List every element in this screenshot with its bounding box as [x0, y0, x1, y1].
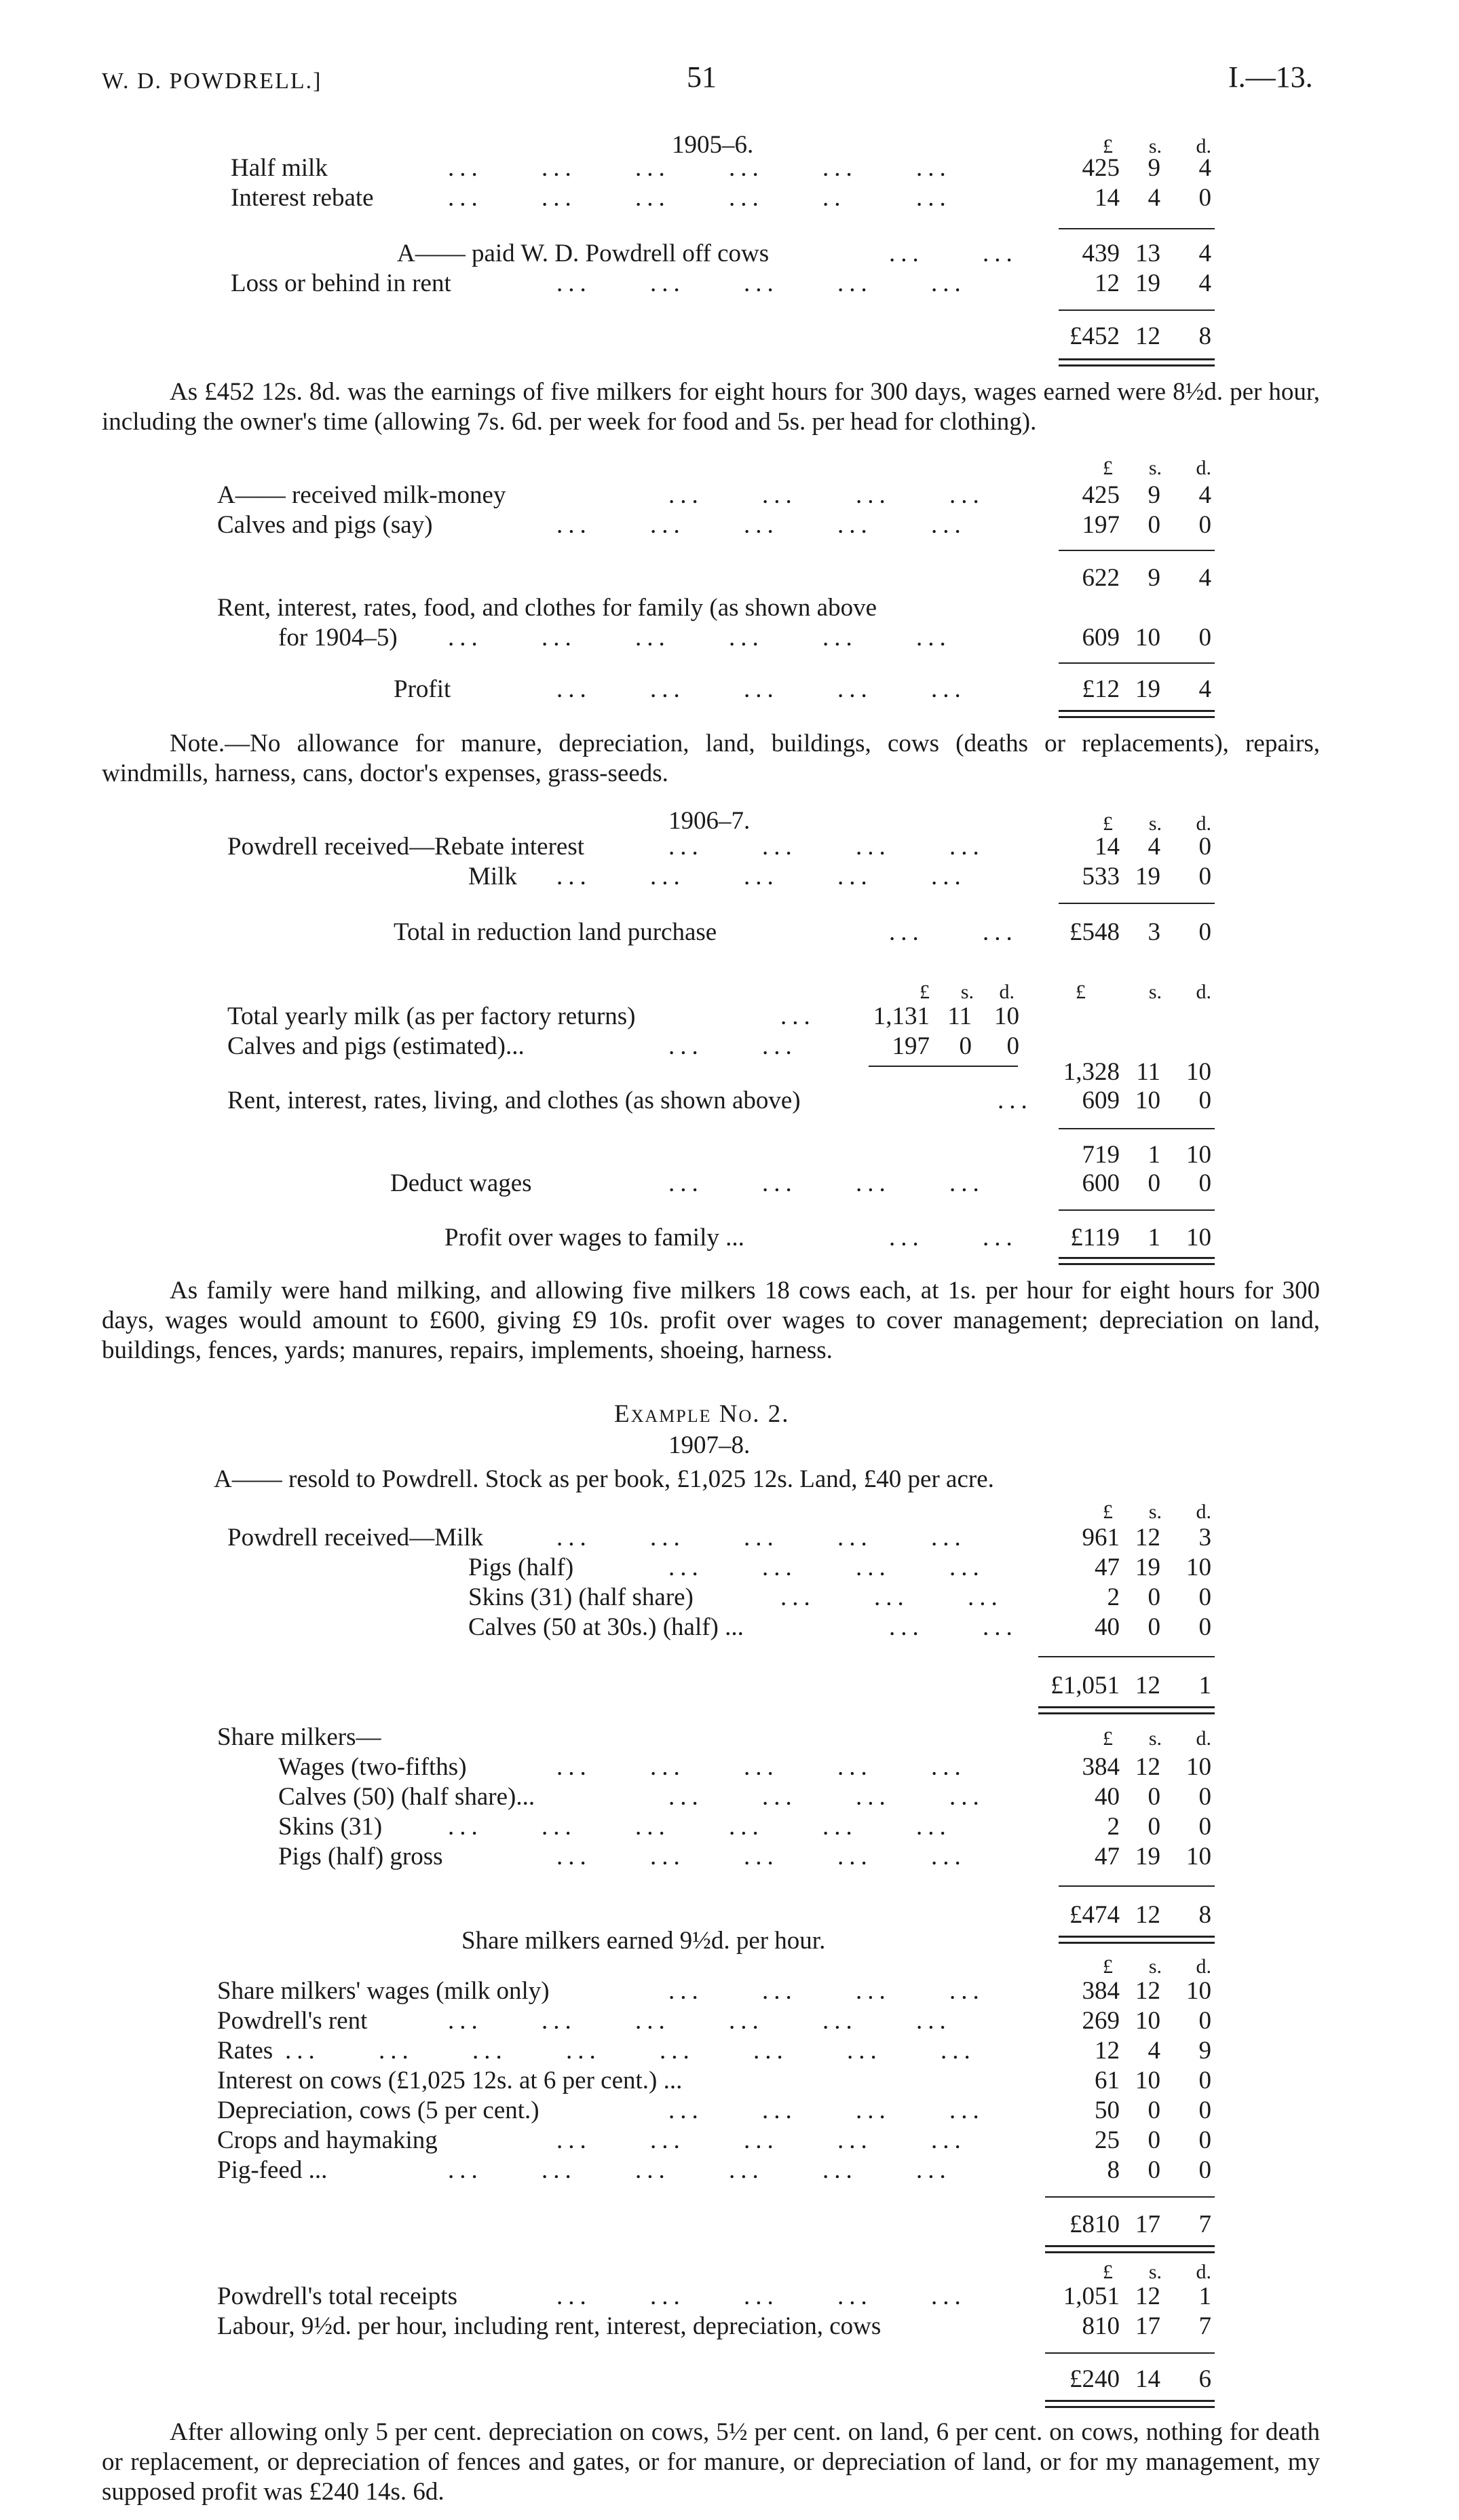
amount-pence: 9 — [1198, 2037, 1211, 2065]
col-pounds: £ — [1103, 2261, 1113, 2283]
col-shillings: s. — [1148, 135, 1162, 157]
sum-rule — [1059, 903, 1215, 904]
total-pence: 8 — [1198, 322, 1211, 350]
amount-pence: 0 — [1198, 624, 1211, 652]
col-pounds: £ — [1103, 1727, 1113, 1750]
sum-rule — [1038, 1656, 1215, 1657]
amount-pence: 0 — [1198, 2007, 1211, 2035]
row-label: Crops and haymaking — [217, 2126, 438, 2154]
row-label: Calves and pigs (say) — [217, 511, 433, 539]
col-shillings: s. — [1148, 1501, 1162, 1523]
amount-pounds: 1,131 — [873, 1002, 930, 1030]
row-label: Powdrell received—Milk — [227, 1524, 484, 1552]
total-pence: 8 — [1198, 1901, 1211, 1929]
amount-pence: 0 — [1198, 1087, 1211, 1114]
amount-shillings: 4 — [1148, 2037, 1160, 2065]
amount-shillings: 0 — [1148, 2156, 1160, 2184]
amount-pounds: 425 — [1082, 154, 1120, 182]
amount-pounds: 439 — [1082, 240, 1120, 267]
total-shillings: 12 — [1135, 1901, 1160, 1929]
amount-shillings: 9 — [1148, 481, 1160, 509]
total-pounds: £240 — [1069, 2365, 1120, 2393]
total-shillings: 19 — [1135, 675, 1160, 703]
amount-shillings: 12 — [1135, 1524, 1160, 1552]
total-pounds: £1,051 — [1050, 1672, 1120, 1699]
total-shillings: 17 — [1135, 2211, 1160, 2238]
amount-pounds: 719 — [1082, 1141, 1120, 1169]
amount-pence: 4 — [1198, 564, 1211, 592]
share-milkers-earned: Share milkers earned 9½d. per hour. — [461, 1927, 826, 1955]
page-number: 51 — [687, 60, 717, 94]
note-paragraph: Note.—No allowance for manure, depreciation, land, buildings, cows (deaths or replacements), repairs, windmills, harness, cans, doctor's expenses, grass-seeds. — [102, 730, 1320, 787]
amount-pence: 0 — [1198, 2126, 1211, 2154]
section-title-1906: 1906–7. — [668, 807, 751, 835]
amount-pence: 0 — [1198, 2156, 1211, 2184]
row-label: Half milk — [231, 154, 328, 182]
amount-pounds: 40 — [1095, 1783, 1120, 1811]
inner-col-pence: d. — [999, 981, 1015, 1003]
amount-shillings: 19 — [1135, 863, 1160, 890]
amount-pence: 0 — [1006, 1032, 1019, 1060]
row-label: Calves (50 at 30s.) (half) ... — [468, 1613, 744, 1641]
share-milkers-heading: Share milkers— — [217, 1723, 381, 1751]
col-pence: d. — [1196, 1727, 1211, 1750]
amount-pounds: 12 — [1095, 2037, 1120, 2065]
document-page: W. D. POWDRELL.] 51 I.—13. 1905–6. £ s. d. Half milk ... ... ... ... ... ... 425 9 4 Interest rebate ... ... ... ... .. ... 14 4 0 A—— paid W. D. Powdrell off cows ... ... 439 13 4 Loss or behind in rent ... ... ... ... ... 12 19 4 £452 12 8 As £452 12s. 8d. was the earnings of five milkers for eight hours for 300 days, wages earned were 8½d. per hour, including the owner's time (allowing 7s. 6d. per week for food and 5s. per head for clothing). £ s. d. A—— received milk-money ... ... ... ... 425 9 4 Calves and pigs (say) ... ... ... ... ... 197 0 0 622 9 4 Rent, interest, rates, food, and clothes for family (as shown above for 1904–5) ... ... ... ... ... ... 609 10 0 Profit ... ... ... ... ... £12 19 4 Note.—No allowance for manure, depreciation, land, buildings, cows (deaths or replacements), repairs, windmills, harness, cans, doctor's expenses, grass-seeds. 1906–7. £ s. d. Powdrell received—Rebate interest ... ... ... ... 14 4 0 Milk ... ... ... ... ... 533 19 0 Total in reduction land purchase ... ... £548 3 0 £ s. d. £ s. d. Total yearly milk (as per factory returns) ... 1,131 11 10 Calves and pigs (estimated)... ... ... 197 0 0 1,328 11 10 Rent, interest, rates, living, and clothes (as shown above) ... 609 10 0 719 1 10 Deduct wages ... ... ... ... 600 0 0 Profit over wages to family ... ... ... £119 1 10 As family were hand milking, and allowing five milkers 18 cows each, at 1s. per hour for eight hours for 300 days, wages would amount to £600, giving £9 10s. profit over wages to cover management; depreciation on land, buildings, fences, yards; manures, repairs, implements, shoeing, harness. Example No. 2. 1907–8. A—— resold to Powdrell. Stock as per book, £1,025 12s. Land, £40 per acre. £ s. d. Powdrell received—Milk ... ... ... ... ... 961 12 3 Pigs (half) ... ... ... ... 47 19 10 Skins (31) (half share) ... ... ... 2 0 0 Calves (50 at 30s.) (half) ... ... ... 40 0 0 £1,051 12 1 Share milkers— £ s. d. Wages (two-fifths) ... ... ... ... ... 384 12 10 Calves (50) (half share)... ... ... ... ... 40 0 0 Skins (31) ... ... ... ... ... ... 2 0 0 Pigs (half) gross ... ... ... ... ... 47 19 10 £474 12 8 Share milkers earned 9½d. per hour. £ s. d. Share milkers' wages (milk only) ... ... ... ... 384 12 10 Powdrell's rent ... ... ... ... ... ... 269 10 0 Rates ... ... ... ... ... ... ... ... 12 4 9 Interest on cows (£1,025 12s. at 6 per cent.) ... 61 10 0 Depreciation, cows (5 per cent.) ... ... ... ... 50 0 0 Crops and haymaking ... ... ... ... ... 25 0 0 Pig-feed ... ... ... ... ... ... ... 8 0 0 £810 17 7 £ s. d. Powdrell's total receipts ... ... ... ... ... 1,051 12 1 Labour, 9½d. per hour, including rent, interest, depreciation, cows 810 17 7 £240 14 6 After allowing only 5 per cent. depreciation on cows, 5½ per cent. on land, 6 per cent. on cows, nothing for death or replacement, or depreciation of fences and gates, or for manure, or depreciation of land, or for my management, my supposed profit was £240 14s. 6d. — [102, 60, 1320, 2506]
amount-pounds: 61 — [1095, 2067, 1120, 2094]
double-rule — [1059, 358, 1215, 366]
amount-pounds: 47 — [1095, 1554, 1120, 1581]
col-shillings: s. — [1148, 812, 1162, 835]
outer-col-shillings: s. — [1148, 981, 1162, 1003]
amount-shillings: 12 — [1135, 1977, 1160, 2005]
total-pounds: £452 — [1069, 322, 1120, 350]
amount-pence: 0 — [1198, 1169, 1211, 1197]
amount-shillings: 0 — [1148, 2126, 1160, 2154]
row-label: Pigs (half) — [468, 1554, 574, 1581]
amount-pence: 0 — [1198, 833, 1211, 861]
total-shillings: 12 — [1135, 322, 1160, 350]
sum-rule — [1045, 2352, 1215, 2354]
col-pounds: £ — [1103, 1955, 1113, 1978]
amount-pounds: 622 — [1082, 564, 1120, 592]
amount-shillings: 19 — [1135, 1554, 1160, 1581]
amount-shillings: 10 — [1135, 624, 1160, 652]
section-title-1905: 1905–6. — [672, 131, 754, 159]
amount-shillings: 10 — [1135, 2067, 1160, 2094]
amount-shillings: 9 — [1148, 564, 1160, 592]
amount-pence: 4 — [1198, 154, 1211, 182]
total-shillings: 3 — [1148, 918, 1160, 946]
amount-shillings: 0 — [1148, 511, 1160, 539]
amount-pounds: 533 — [1082, 863, 1120, 890]
amount-pence: 0 — [1198, 2096, 1211, 2124]
example-title: Example No. 2. — [614, 1400, 790, 1428]
row-label: Pig-feed ... — [217, 2156, 328, 2184]
amount-pence: 10 — [1186, 1753, 1211, 1781]
col-pence: d. — [1196, 1501, 1211, 1523]
sum-rule — [869, 1066, 1018, 1067]
row-label: Total yearly milk (as per factory returns) — [227, 1002, 636, 1030]
amount-pence: 0 — [1198, 184, 1211, 212]
amount-shillings: 12 — [1135, 1753, 1160, 1781]
amount-pence: 1 — [1198, 2282, 1211, 2310]
amount-pounds: 47 — [1095, 1843, 1120, 1870]
col-shillings: s. — [1148, 1955, 1162, 1978]
amount-pounds: 2 — [1107, 1583, 1120, 1611]
amount-pence: 4 — [1198, 481, 1211, 509]
row-label: Powdrell's total receipts — [217, 2282, 457, 2310]
amount-shillings: 9 — [1148, 154, 1160, 182]
col-pence: d. — [1196, 135, 1211, 157]
col-shillings: s. — [1148, 457, 1162, 479]
row-label: Loss or behind in rent — [231, 269, 451, 297]
paragraph-hand-milking: As family were hand milking, and allowing five milkers 18 cows each, at 1s. per hour for eight hours for 300 days, wages would amount to £600, giving £9 10s. profit over wages to cover management; depreciation on land, buildings, fences, yards; manures, repairs, implements, shoeing, harness. — [102, 1277, 1320, 1364]
row-label: Share milkers' wages (milk only) — [217, 1977, 550, 2005]
sum-rule — [1059, 1885, 1215, 1887]
row-label: Profit — [394, 675, 451, 703]
amount-pounds: 384 — [1082, 1977, 1120, 2005]
amount-pence: 10 — [1186, 1554, 1211, 1581]
total-pence: 6 — [1198, 2365, 1211, 2393]
amount-pounds: 14 — [1095, 833, 1120, 861]
col-pence: d. — [1196, 2261, 1211, 2283]
total-shillings: 12 — [1135, 1672, 1160, 1699]
amount-pence: 0 — [1198, 1613, 1211, 1641]
amount-pence: 0 — [1198, 1813, 1211, 1841]
example-year: 1907–8. — [668, 1431, 751, 1459]
amount-pence: 10 — [1186, 1977, 1211, 2005]
amount-pence: 10 — [1186, 1058, 1211, 1086]
amount-shillings: 10 — [1135, 2007, 1160, 2035]
row-label: Rates — [217, 2037, 273, 2065]
col-pence: d. — [1196, 812, 1211, 835]
amount-pence: 0 — [1198, 511, 1211, 539]
amount-pounds: 197 — [892, 1032, 930, 1060]
total-pounds: £548 — [1069, 918, 1120, 946]
row-label: Interest rebate — [231, 184, 374, 212]
amount-pence: 4 — [1198, 240, 1211, 267]
double-rule — [1045, 2400, 1215, 2408]
amount-pounds: 2 — [1107, 1813, 1120, 1841]
amount-shillings: 10 — [1135, 1087, 1160, 1114]
amount-shillings: 1 — [1148, 1141, 1160, 1169]
amount-shillings: 0 — [1148, 1169, 1160, 1197]
sum-rule — [1059, 1128, 1215, 1129]
author-header: W. D. POWDRELL.] — [102, 69, 322, 94]
row-label: Skins (31) — [278, 1813, 383, 1841]
inner-col-shillings: s. — [960, 981, 974, 1003]
amount-shillings: 13 — [1135, 240, 1160, 267]
total-pounds: £474 — [1069, 1901, 1120, 1929]
row-label: Total in reduction land purchase — [394, 918, 717, 946]
sum-rule — [1059, 1209, 1215, 1211]
amount-pounds: 1,328 — [1063, 1058, 1120, 1086]
amount-shillings: 4 — [1148, 833, 1160, 861]
row-label: Profit over wages to family ... — [444, 1224, 744, 1252]
total-pounds: £12 — [1082, 675, 1120, 703]
total-pounds: £119 — [1070, 1224, 1120, 1252]
col-pounds: £ — [1103, 457, 1113, 479]
amount-shillings: 17 — [1135, 2312, 1160, 2340]
total-pence: 7 — [1198, 2211, 1211, 2238]
outer-col-pence: d. — [1196, 981, 1211, 1003]
paragraph-wages: As £452 12s. 8d. was the earnings of five milkers for eight hours for 300 days, wages earned were 8½d. per hour, including the owner's time (allowing 7s. 6d. per week for food and 5s. per head for clothing). — [102, 378, 1320, 436]
total-pence: 0 — [1198, 918, 1211, 946]
amount-pounds: 425 — [1082, 481, 1120, 509]
double-rule — [1045, 2245, 1215, 2253]
row-label: A—— paid W. D. Powdrell off cows — [397, 240, 770, 267]
col-shillings: s. — [1148, 2261, 1162, 2283]
amount-pounds: 1,051 — [1063, 2282, 1120, 2310]
row-label: Pigs (half) gross — [278, 1843, 443, 1870]
amount-pounds: 384 — [1082, 1753, 1120, 1781]
amount-shillings: 0 — [1148, 1813, 1160, 1841]
amount-pounds: 810 — [1082, 2312, 1120, 2340]
sum-rule — [1045, 2196, 1215, 2198]
amount-pence: 10 — [1186, 1141, 1211, 1169]
amount-shillings: 0 — [1148, 1613, 1160, 1641]
sum-rule — [1059, 228, 1215, 229]
total-pounds: £810 — [1069, 2211, 1120, 2238]
amount-shillings: 19 — [1135, 269, 1160, 297]
amount-pounds: 12 — [1095, 269, 1120, 297]
amount-pence: 4 — [1198, 269, 1211, 297]
row-label: Calves and pigs (estimated)... — [227, 1032, 525, 1060]
row-label: Interest on cows (£1,025 12s. at 6 per cent.) ... — [217, 2067, 683, 2094]
amount-pounds: 197 — [1082, 511, 1120, 539]
amount-pence: 3 — [1198, 1524, 1211, 1552]
amount-shillings: 12 — [1135, 2282, 1160, 2310]
sum-rule — [1059, 550, 1215, 551]
amount-pounds: 269 — [1082, 2007, 1120, 2035]
total-shillings: 1 — [1148, 1224, 1160, 1252]
double-rule — [1038, 1706, 1215, 1714]
total-pence: 10 — [1186, 1224, 1211, 1252]
row-label: Rent, interest, rates, living, and clothes (as shown above) — [227, 1087, 801, 1114]
row-label: Depreciation, cows (5 per cent.) — [217, 2096, 539, 2124]
sum-rule — [1059, 662, 1215, 664]
amount-pounds: 961 — [1082, 1524, 1120, 1552]
amount-shillings: 0 — [1148, 2096, 1160, 2124]
row-label: Calves (50) (half share)... — [278, 1783, 535, 1811]
row-label: Skins (31) (half share) — [468, 1583, 694, 1611]
example-intro: A—— resold to Powdrell. Stock as per book, £1,025 12s. Land, £40 per acre. — [214, 1465, 994, 1493]
row-label: Powdrell received—Rebate interest — [227, 833, 585, 861]
amount-pounds: 25 — [1095, 2126, 1120, 2154]
row-label: Milk — [468, 863, 517, 890]
row-label: Deduct wages — [390, 1169, 532, 1197]
sum-rule — [1059, 309, 1215, 311]
amount-pounds: 609 — [1082, 1087, 1120, 1114]
total-pence: 4 — [1198, 675, 1211, 703]
amount-pounds: 609 — [1082, 624, 1120, 652]
row-label: Wages (two-fifths) — [278, 1753, 467, 1781]
amount-shillings: 11 — [947, 1002, 972, 1030]
col-pence: d. — [1196, 1955, 1211, 1978]
col-shillings: s. — [1148, 1727, 1162, 1750]
row-label: Rent, interest, rates, food, and clothes for family (as shown above — [217, 594, 877, 622]
double-rule — [1059, 710, 1215, 718]
amount-pounds: 14 — [1095, 184, 1120, 212]
inner-col-pounds: £ — [920, 981, 930, 1003]
amount-pounds: 40 — [1095, 1613, 1120, 1641]
row-label: Powdrell's rent — [217, 2007, 368, 2035]
row-label: A—— received milk-money — [217, 481, 506, 509]
amount-shillings: 19 — [1135, 1843, 1160, 1870]
amount-pence: 0 — [1198, 2067, 1211, 2094]
double-rule — [1059, 1936, 1215, 1944]
double-rule — [1059, 1257, 1215, 1265]
amount-shillings: 0 — [959, 1032, 972, 1060]
outer-col-pounds: £ — [1076, 981, 1086, 1003]
amount-shillings: 4 — [1148, 184, 1160, 212]
total-shillings: 14 — [1135, 2365, 1160, 2393]
amount-pounds: 600 — [1082, 1169, 1120, 1197]
amount-pounds: 50 — [1095, 2096, 1120, 2124]
amount-shillings: 11 — [1136, 1058, 1160, 1086]
amount-pence: 0 — [1198, 1583, 1211, 1611]
row-label: Labour, 9½d. per hour, including rent, interest, depreciation, cows — [217, 2312, 882, 2340]
amount-pence: 7 — [1198, 2312, 1211, 2340]
amount-pounds: 8 — [1107, 2156, 1120, 2184]
amount-pence: 0 — [1198, 863, 1211, 890]
amount-pence: 0 — [1198, 1783, 1211, 1811]
total-pence: 1 — [1198, 1672, 1211, 1699]
row-label-continued: for 1904–5) — [278, 624, 398, 652]
col-pence: d. — [1196, 457, 1211, 479]
amount-pence: 10 — [994, 1002, 1019, 1030]
col-pounds: £ — [1103, 135, 1113, 157]
col-pounds: £ — [1103, 812, 1113, 835]
paragraph-conclusion: After allowing only 5 per cent. depreciation on cows, 5½ per cent. on land, 6 per cent. on cows, nothing for death or replacement, or depreciation of fences and gates, or for manure, or depreciation of land, or for my management, my supposed profit was £240 14s. 6d. — [102, 2418, 1320, 2506]
col-pounds: £ — [1103, 1501, 1113, 1523]
amount-shillings: 0 — [1148, 1783, 1160, 1811]
amount-shillings: 0 — [1148, 1583, 1160, 1611]
report-reference: I.—13. — [1228, 60, 1313, 94]
amount-pence: 10 — [1186, 1843, 1211, 1870]
